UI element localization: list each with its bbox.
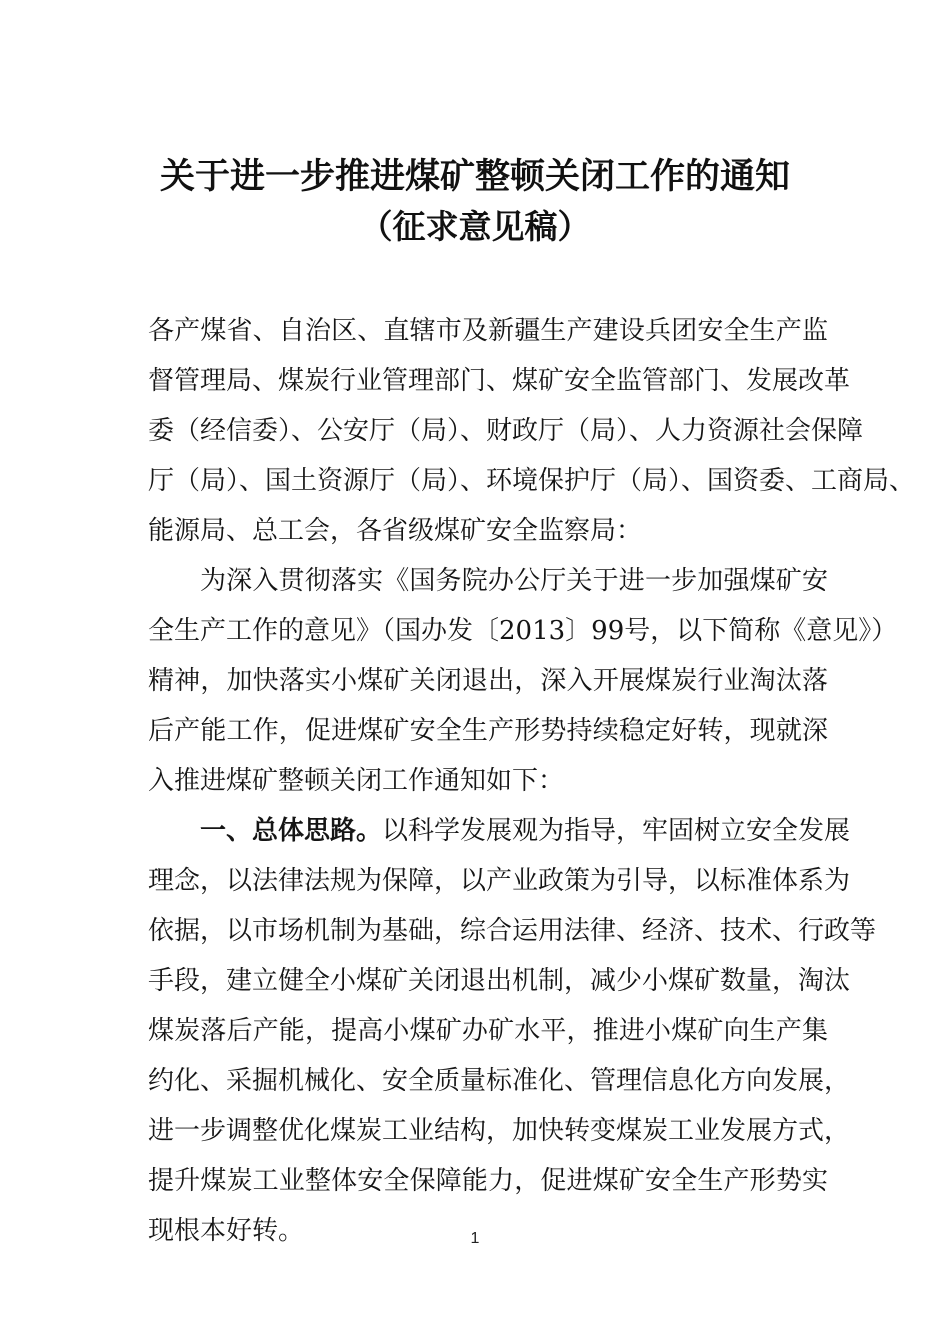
addressee-line: 各产煤省、自治区、直辖市及新疆生产建设兵团安全生产监	[148, 316, 828, 346]
section-first-line-text: 以科学发展观为指导，牢固树立安全发展	[382, 816, 851, 846]
paragraph-line: 约化、采掘机械化、安全质量标准化、管理信息化方向发展，	[148, 1066, 851, 1096]
addressee-line: 能源局、总工会，各省级煤矿安全监察局：	[148, 516, 643, 546]
section-heading: 一、总体思路。	[200, 816, 383, 846]
paragraph-line: 后产能工作，促进煤矿安全生产形势持续稳定好转，现就深	[148, 716, 828, 746]
paragraph-line: 全生产工作的意见》（国办发〔2013〕99号，以下简称《意见》）	[148, 616, 898, 646]
paragraph-line: 依据，以市场机制为基础，综合运用法律、经济、技术、行政等	[148, 916, 877, 946]
paragraph-line: 现根本好转。	[148, 1216, 305, 1246]
paragraph-line: 入推进煤矿整顿关闭工作通知如下：	[148, 766, 565, 796]
paragraph-line: 手段，建立健全小煤矿关闭退出机制，减少小煤矿数量，淘汰	[148, 966, 851, 996]
paragraph-line: 煤炭落后产能，提高小煤矿办矿水平，推进小煤矿向生产集	[148, 1016, 828, 1046]
addressee-line: 厅（局）、国土资源厅（局）、环境保护厅（局）、国资委、工商局、	[148, 466, 916, 496]
paragraph-line: 精神，加快落实小煤矿关闭退出，深入开展煤炭行业淘汰落	[148, 666, 828, 696]
intro-paragraph	[148, 556, 898, 806]
page-number: 1	[470, 1230, 480, 1247]
document-subtitle: （征求意见稿）	[359, 207, 591, 246]
paragraph-line: 进一步调整优化煤炭工业结构，加快转变煤炭工业发展方式，	[148, 1116, 851, 1146]
section-overall-approach	[148, 806, 877, 1256]
paragraph-line: 为深入贯彻落实《国务院办公厅关于进一步加强煤矿安	[200, 566, 828, 596]
addressee-line: 督管理局、煤炭行业管理部门、煤矿安全监管部门、发展改革	[148, 366, 851, 396]
paragraph-line: 提升煤炭工业整体安全保障能力，促进煤矿安全生产形势实	[148, 1166, 828, 1196]
addressee-block	[148, 306, 916, 556]
paragraph-line: 理念，以法律法规为保障，以产业政策为引导，以标准体系为	[148, 866, 851, 896]
document-body	[148, 306, 916, 1256]
paragraph-line	[148, 806, 851, 856]
addressee-line: 委（经信委）、公安厅（局）、财政厅（局）、人力资源社会保障	[148, 416, 864, 446]
document-title: 关于进一步推进煤矿整顿关闭工作的通知	[159, 156, 790, 197]
